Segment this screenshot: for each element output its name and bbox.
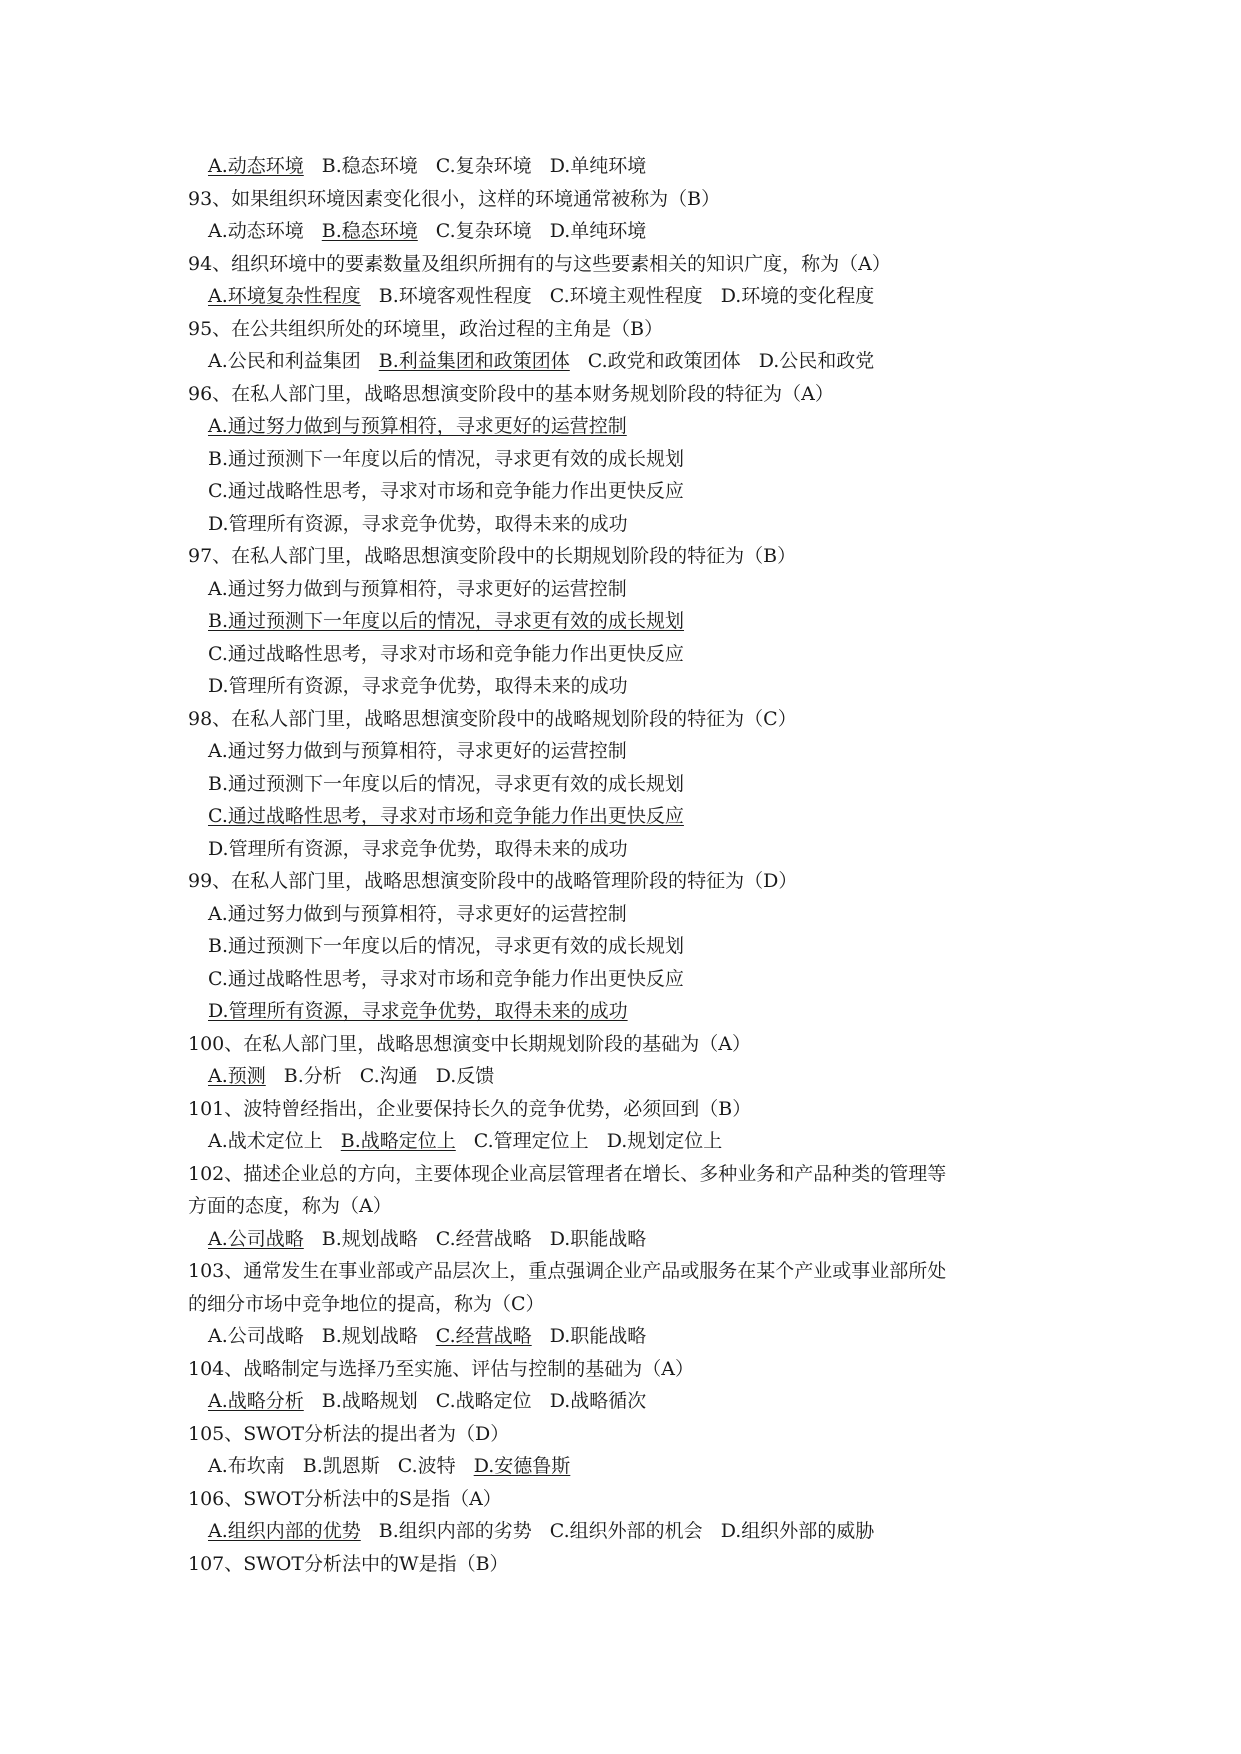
- options-row: [208, 638, 1068, 671]
- option: B.分析: [283, 1065, 342, 1087]
- options-row: [208, 735, 1068, 768]
- question-text: 96、在私人部门里，战略思想演变阶段中的基本财务规划阶段的特征为（A）: [188, 382, 834, 405]
- correct-option: B.利益集团和政策团体: [378, 350, 570, 372]
- option: B.通过预测下一年度以后的情况，寻求更有效的成长规划: [208, 772, 685, 795]
- question-text: 方面的态度，称为（A）: [188, 1195, 392, 1217]
- option: D.环境的变化程度: [720, 285, 875, 307]
- options-row: [208, 898, 1068, 931]
- correct-option: D.安德鲁斯: [473, 1455, 571, 1477]
- option: D.公民和政党: [758, 350, 875, 372]
- options-row: [208, 1385, 1068, 1418]
- options-row: [208, 670, 1068, 703]
- option: C.复杂环境: [435, 155, 532, 177]
- question-text: 100、在私人部门里，战略思想演变中长期规划阶段的基础为（A）: [188, 1032, 751, 1055]
- options-row: [208, 1320, 1068, 1353]
- question-text: 107、SWOT分析法中的W是指（B）: [188, 1552, 509, 1575]
- option: B.通过预测下一年度以后的情况，寻求更有效的成长规划: [208, 935, 685, 957]
- option: A.公民和利益集团: [208, 350, 361, 372]
- option: D.规划定位上: [606, 1130, 723, 1152]
- correct-option: A.通过努力做到与预算相符，寻求更好的运营控制: [208, 415, 627, 437]
- option: A.动态环境: [208, 220, 304, 242]
- options-row: [208, 410, 1068, 443]
- options-row: [208, 443, 1068, 476]
- correct-option: A.战略分析: [208, 1390, 304, 1412]
- option: D.战略循次: [549, 1390, 647, 1412]
- options-row: [208, 995, 1068, 1028]
- option: D.单纯环境: [549, 155, 647, 177]
- options-row: [208, 800, 1068, 833]
- option: C.通过战略性思考，寻求对市场和竞争能力作出更快反应: [208, 642, 684, 665]
- options-row: [208, 1450, 1068, 1483]
- question-text: 105、SWOT分析法的提出者为（D）: [188, 1422, 510, 1445]
- correct-option: D.管理所有资源，寻求竞争优势，取得未来的成功: [208, 1000, 628, 1022]
- options-row: [208, 963, 1068, 996]
- option: D.职能战略: [549, 1227, 647, 1250]
- options-row: [208, 508, 1068, 541]
- option: C.管理定位上: [473, 1130, 589, 1152]
- option: A.通过努力做到与预算相符，寻求更好的运营控制: [208, 577, 627, 600]
- option: C.政党和政策团体: [587, 350, 741, 372]
- correct-option: A.动态环境: [208, 155, 304, 177]
- option: B.环境客观性程度: [378, 285, 532, 307]
- option: B.通过预测下一年度以后的情况，寻求更有效的成长规划: [208, 447, 685, 470]
- correct-option: A.公司战略: [208, 1227, 304, 1250]
- options-row: [208, 1223, 1068, 1256]
- options-row: [208, 1515, 1068, 1548]
- question-text: 103、通常发生在事业部或产品层次上，重点强调企业产品或服务在某个产业或事业部所处: [188, 1260, 947, 1282]
- option: C.组织外部的机会: [549, 1520, 703, 1542]
- correct-option: A.预测: [208, 1065, 266, 1087]
- option: A.公司战略: [208, 1325, 304, 1347]
- options-row: [208, 345, 1068, 378]
- question-text: 99、在私人部门里，战略思想演变阶段中的战略管理阶段的特征为（D）: [188, 870, 798, 892]
- option: A.布坎南: [208, 1455, 285, 1477]
- option: B.凯恩斯: [302, 1455, 380, 1477]
- question-text: 95、在公共组织所处的环境里，政治过程的主角是（B）: [188, 317, 664, 340]
- option: B.战略规划: [321, 1390, 418, 1412]
- options-row: [208, 280, 1068, 313]
- option: C.经营战略: [435, 1227, 532, 1250]
- option: B.组织内部的劣势: [378, 1520, 532, 1542]
- options-row: [208, 1125, 1068, 1158]
- options-row: [208, 768, 1068, 801]
- question-text: 的细分市场中竞争地位的提高，称为（C）: [188, 1292, 545, 1315]
- option: D.单纯环境: [549, 220, 647, 242]
- correct-option: B.战略定位上: [340, 1130, 456, 1152]
- option: A.通过努力做到与预算相符，寻求更好的运营控制: [208, 902, 627, 925]
- option: D.反馈: [435, 1065, 495, 1087]
- option: D.管理所有资源，寻求竞争优势，取得未来的成功: [208, 675, 628, 697]
- question-text: 102、描述企业总的方向，主要体现企业高层管理者在增长、多种业务和产品种类的管理等: [188, 1162, 947, 1185]
- option: B.规划战略: [321, 1325, 418, 1347]
- options-row: [208, 930, 1068, 963]
- option: B.稳态环境: [321, 155, 418, 177]
- correct-option: C.经营战略: [435, 1325, 532, 1347]
- option: C.沟通: [359, 1065, 418, 1087]
- question-text: 104、战略制定与选择乃至实施、评估与控制的基础为（A）: [188, 1357, 694, 1380]
- options-row: [208, 605, 1068, 638]
- correct-option: A.环境复杂性程度: [208, 285, 361, 307]
- option: C.通过战略性思考，寻求对市场和竞争能力作出更快反应: [208, 967, 684, 990]
- question-text: 97、在私人部门里，战略思想演变阶段中的长期规划阶段的特征为（B）: [188, 545, 797, 567]
- correct-option: B.通过预测下一年度以后的情况，寻求更有效的成长规划: [208, 610, 685, 632]
- correct-option: C.通过战略性思考，寻求对市场和竞争能力作出更快反应: [208, 805, 684, 827]
- option: C.复杂环境: [435, 220, 532, 242]
- options-row: [208, 573, 1068, 606]
- option: C.战略定位: [435, 1390, 532, 1412]
- option: D.职能战略: [549, 1325, 647, 1347]
- option: A.通过努力做到与预算相符，寻求更好的运营控制: [208, 740, 627, 762]
- option: C.波特: [397, 1455, 456, 1477]
- question-text: 101、波特曾经指出，企业要保持长久的竞争优势，必须回到（B）: [188, 1097, 752, 1120]
- question-list: [188, 150, 1068, 1580]
- correct-option: B.稳态环境: [321, 220, 418, 242]
- options-row: [208, 150, 1068, 183]
- option: A.战术定位上: [208, 1130, 323, 1152]
- option: C.环境主观性程度: [549, 285, 703, 307]
- option: D.管理所有资源，寻求竞争优势，取得未来的成功: [208, 512, 628, 535]
- option: C.通过战略性思考，寻求对市场和竞争能力作出更快反应: [208, 480, 684, 502]
- correct-option: A.组织内部的优势: [208, 1520, 361, 1542]
- option: D.组织外部的威胁: [720, 1520, 875, 1542]
- question-text: 98、在私人部门里，战略思想演变阶段中的战略规划阶段的特征为（C）: [188, 707, 797, 730]
- options-row: [208, 215, 1068, 248]
- question-text: 94、组织环境中的要素数量及组织所拥有的与这些要素相关的知识广度，称为（A）: [188, 252, 891, 275]
- options-row: [208, 833, 1068, 866]
- question-text: 93、如果组织环境因素变化很小，这样的环境通常被称为（B）: [188, 187, 721, 210]
- options-row: [208, 1060, 1068, 1093]
- question-text: 106、SWOT分析法中的S是指（A）: [188, 1487, 502, 1510]
- options-row: [208, 475, 1068, 508]
- option: B.规划战略: [321, 1227, 418, 1250]
- option: D.管理所有资源，寻求竞争优势，取得未来的成功: [208, 837, 628, 860]
